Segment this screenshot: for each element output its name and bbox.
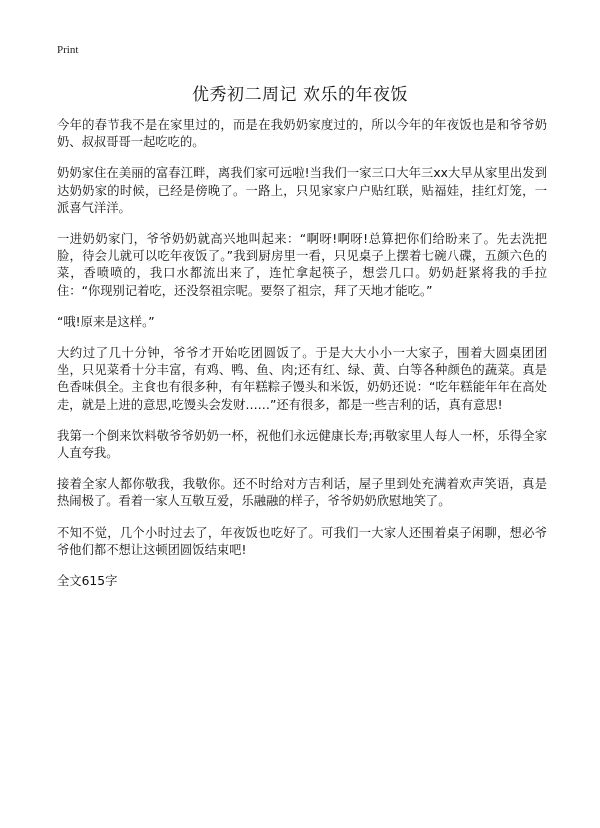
paragraph-2: 奶奶家住在美丽的富春江畔，离我们家可远啦!当我们一家三口大年三xx大早从家里出发到达奶奶家的时候，已经是傍晚了。一路上，只见家家户户贴红联，贴福娃，挂红灯笼，一派喜气洋洋。 (57, 166, 547, 215)
word-count: 全文615字 (57, 574, 118, 589)
paragraph-7: 接着全家人都你敬我，我敬你。还不时给对方吉利话，屋子里到处充满着欢声笑语，真是热闹极了。看着一家人互敬互爱，乐融融的样子，爷爷奶奶欣慰地笑了。 (57, 477, 547, 509)
paragraph-6: 我第一个倒来饮料敬爷爷奶奶一杯，祝他们永远健康长寿;再敬家里人每人一杯，乐得全家人直夸我。 (57, 428, 547, 461)
article-body (57, 117, 547, 590)
print-link[interactable]: Print (57, 44, 79, 56)
article-title: 优秀初二周记 欢乐的年夜饭 (192, 85, 408, 105)
paragraph-3: 一进奶奶家门，爷爷奶奶就高兴地叫起来：“啊呀!啊呀!总算把你们给盼来了。先去洗把脸，待会儿就可以吃年夜饭了。”我到厨房里一看，只见桌子上摆着七碗八碟，五颜六色的菜，香喷喷的，我口水都流出来了，连忙拿起筷子，想尝几口。奶奶赶紧将我的手拉住：“你现别记着吃，还没祭祖宗呢。要祭了祖宗，拜了天地才能吃。” (57, 232, 547, 298)
paragraph-4: “哦!原来是这样。” (57, 314, 155, 329)
paragraph-8: 不知不觉，几个小时过去了，年夜饭也吃好了。可我们一大家人还围着桌子闲聊，想必爷爷他们都不想让这顿团圆饭结束吧! (57, 525, 547, 557)
paragraph-1: 今年的春节我不是在家里过的，而是在我奶奶家度过的，所以今年的年夜饭也是和爷爷奶奶、叔叔哥哥一起吃吃的。 (57, 118, 547, 150)
paragraph-5: 大约过了几十分钟，爷爷才开始吃团圆饭了。于是大大小小一大家子，围着大圆桌团团坐，只见菜肴十分丰富，有鸡、鸭、鱼、肉;还有红、绿、黄、白等各种颜色的蔬菜。真是色香味俱全。主食也有很多种，有年糕粽子馒头和米饭，奶奶还说：“吃年糕能年年在高处走，就是上进的意思,吃馒头会发财……”还有很多，都是一些吉利的话，真有意思! (57, 346, 547, 412)
